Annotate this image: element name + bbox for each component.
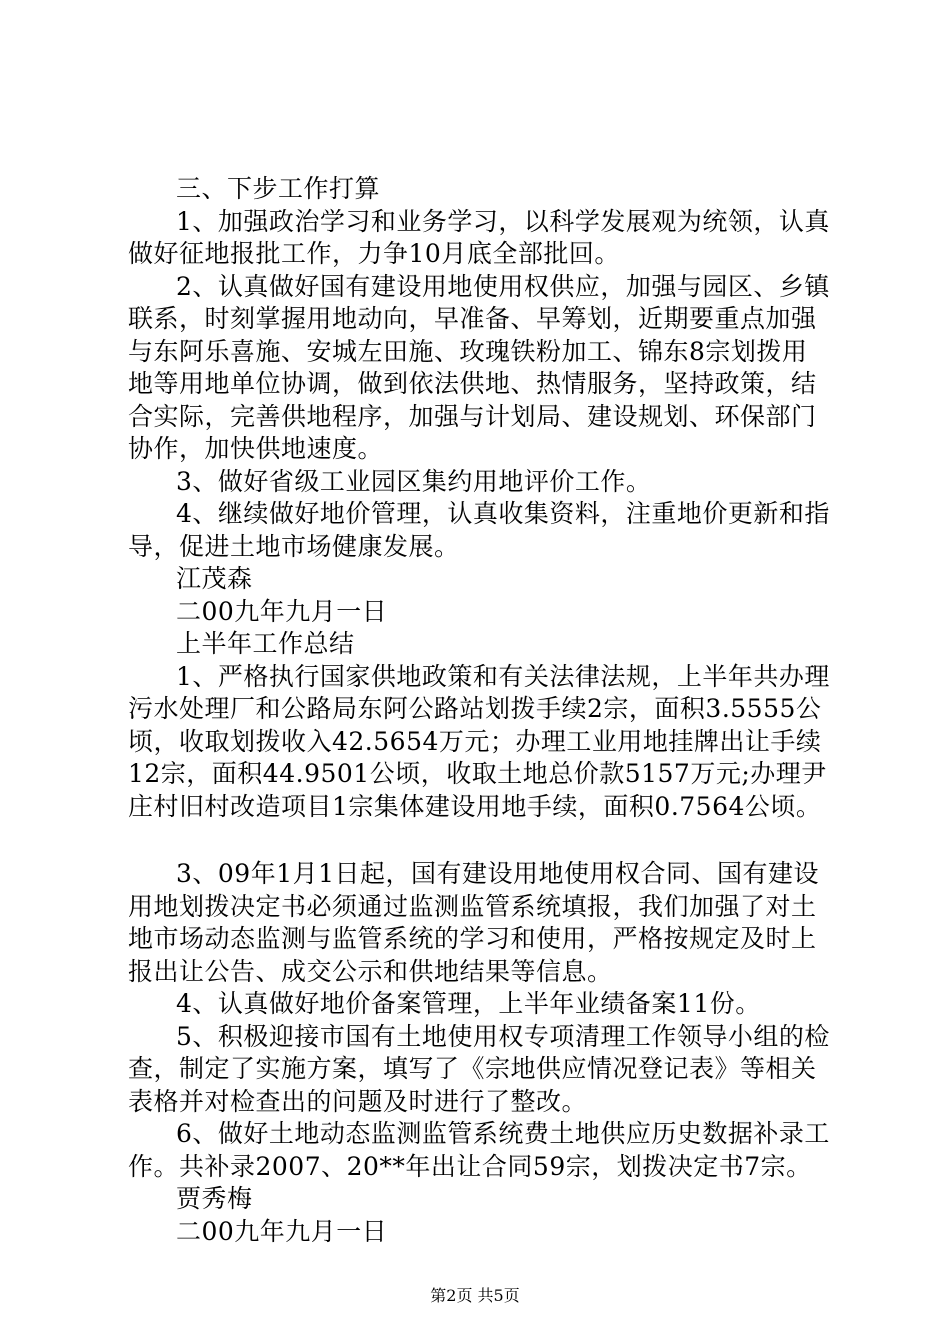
paragraph-line: 地等用地单位协调，做到依法供地、热情服务，坚持政策，结 bbox=[128, 369, 817, 398]
paragraph-line: 12宗，面积44.9501公顷，收取土地总价款5157万元;办理尹 bbox=[128, 759, 827, 788]
section-heading: 三、下步工作打算 bbox=[176, 174, 381, 203]
signature-date: 二00九年九月一日 bbox=[176, 1217, 388, 1246]
paragraph-line: 顷，收取划拨收入42.5654万元；办理工业用地挂牌出让手续 bbox=[128, 727, 822, 756]
paragraph-line: 做好征地报批工作，力争10月底全部批回。 bbox=[128, 239, 620, 268]
paragraph-line: 联系，时刻掌握用地动向，早准备、早筹划，近期要重点加强 bbox=[128, 304, 817, 333]
paragraph-line: 3、做好省级工业园区集约用地评价工作。 bbox=[176, 467, 652, 496]
paragraph-line: 1、加强政治学习和业务学习，以科学发展观为统领，认真 bbox=[176, 207, 830, 236]
section-heading: 上半年工作总结 bbox=[176, 629, 355, 658]
paragraph-line: 3、09年1月1日起，国有建设用地使用权合同、国有建设 bbox=[176, 859, 820, 888]
paragraph-line: 地市场动态监测与监管系统的学习和使用，严格按规定及时上 bbox=[128, 924, 817, 953]
signature-name: 江茂森 bbox=[176, 564, 253, 593]
page-footer: 第2页 共5页 bbox=[430, 1286, 520, 1305]
paragraph-line: 导，促进土地市场健康发展。 bbox=[128, 532, 460, 561]
paragraph-line: 庄村旧村改造项目1宗集体建设用地手续，面积0.7564公顷。 bbox=[128, 792, 822, 821]
paragraph-line: 5、积极迎接市国有土地使用权专项清理工作领导小组的检 bbox=[176, 1022, 830, 1051]
paragraph-line: 1、严格执行国家供地政策和有关法律法规，上半年共办理 bbox=[176, 662, 830, 691]
signature-date: 二00九年九月一日 bbox=[176, 597, 388, 626]
signature-name: 贾秀梅 bbox=[176, 1184, 253, 1213]
paragraph-line: 协作，加快供地速度。 bbox=[128, 434, 384, 463]
paragraph-line: 2、认真做好国有建设用地使用权供应，加强与园区、乡镇 bbox=[176, 272, 830, 301]
paragraph-line: 6、做好土地动态监测监管系统费土地供应历史数据补录工 bbox=[176, 1119, 830, 1148]
paragraph-line: 作。共补录2007、20**年出让合同59宗，划拨决定书7宗。 bbox=[128, 1152, 812, 1181]
paragraph-line: 报出让公告、成交公示和供地结果等信息。 bbox=[128, 957, 613, 986]
paragraph-line: 表格并对检查出的问题及时进行了整改。 bbox=[128, 1087, 588, 1116]
paragraph-line: 4、继续做好地价管理，认真收集资料，注重地价更新和指 bbox=[176, 499, 830, 528]
paragraph-line: 查，制定了实施方案，填写了《宗地供应情况登记表》等相关 bbox=[128, 1054, 817, 1083]
paragraph-line: 用地划拨决定书必须通过监测监管系统填报，我们加强了对土 bbox=[128, 892, 817, 921]
paragraph-line: 与东阿乐喜施、安城左田施、玫瑰铁粉加工、锦东8宗划拨用 bbox=[128, 337, 808, 366]
paragraph-line: 污水处理厂和公路局东阿公路站划拨手续2宗，面积3.5555公 bbox=[128, 694, 822, 723]
paragraph-line: 合实际，完善供地程序，加强与计划局、建设规划、环保部门 bbox=[128, 402, 817, 431]
paragraph-line: 4、认真做好地价备案管理，上半年业绩备案11份。 bbox=[176, 989, 761, 1018]
